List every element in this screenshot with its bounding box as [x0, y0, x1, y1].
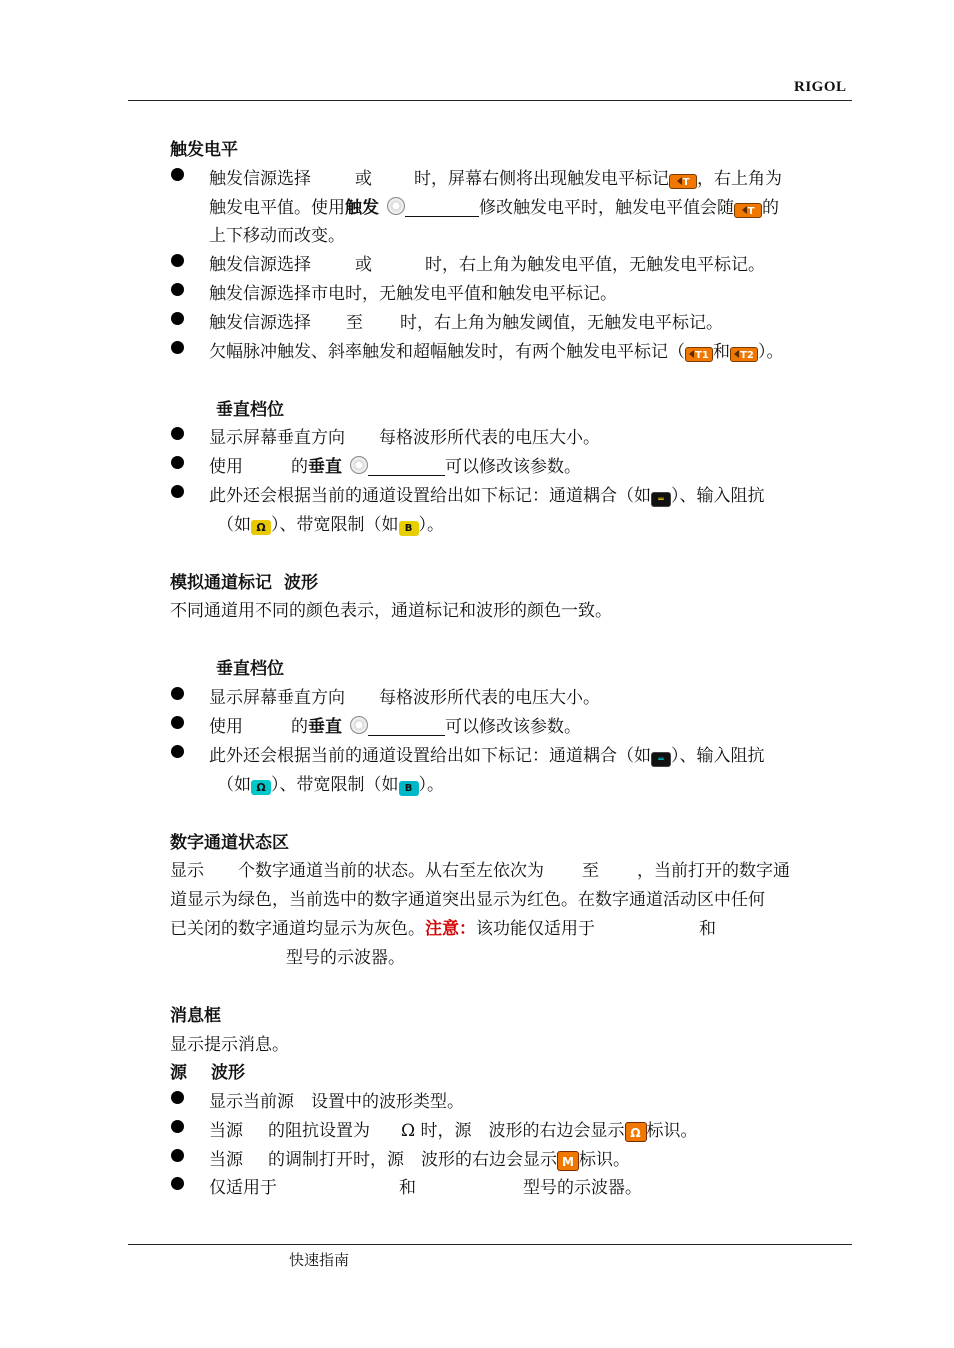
text: 波形 [211, 1063, 245, 1083]
trigger-level-line [209, 250, 765, 275]
message-box-text: 显示提示消息。 [170, 1035, 289, 1055]
text: 该功能仅适用于 [476, 919, 595, 939]
text: 修改触发电平时，触发电平值会随 [479, 198, 734, 218]
trigger-marker-t1-icon: T1 [685, 347, 713, 362]
text: 的 [291, 717, 308, 737]
text: 模拟通道标记 [170, 573, 272, 593]
text: ，右上角为 [697, 169, 782, 189]
text: ）、输入阻抗 [671, 746, 765, 766]
coupling-icon: ═ [651, 492, 671, 507]
text: 或 [355, 255, 372, 275]
text: ，当前打开的数字通 [637, 861, 790, 881]
bullet [171, 168, 184, 181]
text: 标识。 [646, 1121, 698, 1141]
text: 时，右上角为触发阈值，无触发电平标记。 [400, 313, 723, 333]
text: 源 [170, 1063, 187, 1083]
text: 触发信源选择 [209, 313, 311, 333]
text: ）。 [758, 342, 784, 362]
trigger-level-line [209, 337, 784, 362]
section-title-message-box: 消息框 [170, 1006, 221, 1026]
bullet [171, 485, 184, 498]
text: 使用 [209, 457, 243, 477]
text: ）。 [418, 775, 444, 795]
text: 或 [355, 169, 372, 189]
section-title-vertical-scale: 垂直档位 [216, 659, 284, 679]
digital-status-line: 道显示为绿色，当前选中的数字通道突出显示为红色。在数字通道活动区中任何 [170, 890, 765, 910]
digital-status-line: 型号的示波器。 [286, 948, 405, 968]
section-title-trigger-level: 触发电平 [170, 140, 238, 160]
trigger-level-line [209, 308, 723, 333]
text: 仅适用于 [209, 1178, 277, 1198]
text: 型号的示波器。 [523, 1178, 642, 1198]
text: 当源 [209, 1121, 243, 1141]
bullet [171, 1149, 184, 1162]
impedance-icon: Ω [251, 780, 271, 795]
text: 欠幅脉冲触发、斜率触发和超幅触发时，有两个触发电平标记（ [209, 342, 685, 362]
text: （如 [217, 775, 251, 795]
text: 触发信源选择 [209, 255, 311, 275]
text: 的 [762, 198, 779, 218]
text: 触发电平值。使用 [209, 198, 345, 218]
text: 此外还会根据当前的通道设置给出如下标记：通道耦合（如 [209, 746, 651, 766]
source-wave-line [209, 1116, 698, 1142]
bullet [171, 716, 184, 729]
text: 已关闭的数字通道均显示为灰色。 [170, 919, 425, 939]
section-title-source-wave [170, 1058, 245, 1083]
text: 使用 [209, 717, 243, 737]
bullet [171, 1120, 184, 1133]
vscale-line [209, 481, 765, 507]
knob-underline [405, 202, 479, 217]
trigger-level-line: 触发信源选择市电时，无触发电平值和触发电平标记。 [209, 284, 617, 304]
bullet [171, 427, 184, 440]
analog-channel-text: 不同通道用不同的颜色表示，通道标记和波形的颜色一致。 [170, 601, 612, 621]
source-wave-line [209, 1173, 642, 1198]
bullet [171, 1177, 184, 1190]
text: 可以修改该参数。 [445, 457, 581, 477]
text: Ω 时，源 [401, 1121, 472, 1141]
text: 的阻抗设置为 [268, 1121, 370, 1141]
trigger-level-line: 上下移动而改变。 [209, 226, 345, 246]
text: 和 [399, 1178, 416, 1198]
text: （如 [217, 515, 251, 535]
vertical-key-label: 垂直 [308, 457, 342, 477]
text: 和 [699, 919, 716, 939]
impedance-icon: Ω [251, 520, 271, 535]
bullet [171, 456, 184, 469]
text: 波形的右边会显示 [421, 1150, 557, 1170]
text: 此外还会根据当前的通道设置给出如下标记：通道耦合（如 [209, 486, 651, 506]
text: 波形 [284, 573, 318, 593]
trigger-key-label: 触发 [345, 198, 379, 218]
text: 可以修改该参数。 [445, 717, 581, 737]
text: 至 [582, 861, 599, 881]
text: 显示 [170, 861, 204, 881]
header-rule [128, 100, 852, 101]
bullet [171, 312, 184, 325]
trigger-level-line [209, 164, 782, 189]
text: ）、带宽限制（如 [271, 775, 399, 795]
vscale-line: 显示屏幕垂直方向 每格波形所代表的电压大小。 [209, 688, 600, 708]
text: 的调制打开时，源 [268, 1150, 404, 1170]
trigger-marker-t2-icon: T2 [730, 347, 758, 362]
text: 时，屏幕右侧将出现触发电平标记 [414, 169, 669, 189]
vscale-line [217, 770, 444, 796]
section-title-analog-channel [170, 568, 318, 593]
text: 设置中的波形类型。 [311, 1092, 464, 1112]
text: ）、输入阻抗 [671, 486, 765, 506]
text: ）、带宽限制（如 [271, 515, 399, 535]
trigger-level-marker-icon: T [734, 203, 762, 218]
bullet [171, 283, 184, 296]
text: 当源 [209, 1150, 243, 1170]
text: 波形的右边会显示 [488, 1121, 625, 1141]
footer-rule [128, 1244, 852, 1245]
footer-text: 快速指南 [289, 1251, 350, 1269]
bullet [171, 687, 184, 700]
brand-logo: RIGOL [794, 79, 847, 95]
digital-status-line [170, 914, 716, 939]
text: 时，右上角为触发电平值，无触发电平标记。 [425, 255, 765, 275]
source-impedance-icon: Ω [625, 1122, 647, 1142]
bullet [171, 745, 184, 758]
source-wave-line [209, 1087, 464, 1112]
knob-underline [368, 721, 445, 736]
text: 显示当前源 [209, 1092, 294, 1112]
vertical-scale-knob-icon [350, 456, 368, 474]
text: 至 [346, 313, 363, 333]
bullet [171, 341, 184, 354]
section-title-digital-status: 数字通道状态区 [170, 833, 289, 853]
text: ）。 [418, 515, 444, 535]
bandwidth-limit-icon: B [399, 521, 419, 536]
bullet [171, 254, 184, 267]
text: 个数字通道当前的状态。从右至左依次为 [238, 861, 544, 881]
text: 和 [713, 342, 730, 362]
vscale-line [217, 510, 444, 536]
vscale-line: 显示屏幕垂直方向 每格波形所代表的电压大小。 [209, 428, 600, 448]
source-modulation-icon: M [557, 1151, 579, 1171]
digital-status-line [170, 856, 790, 881]
vscale-line [209, 741, 765, 767]
trigger-level-line [209, 193, 779, 218]
text: 触发信源选择 [209, 169, 311, 189]
vertical-scale-knob-icon [350, 716, 368, 734]
bullet [171, 1091, 184, 1104]
vertical-key-label: 垂直 [308, 717, 342, 737]
bandwidth-limit-icon: B [399, 781, 419, 796]
section-title-vertical-scale: 垂直档位 [216, 400, 284, 420]
source-wave-line [209, 1145, 630, 1171]
knob-underline [368, 461, 445, 476]
text: 标识。 [579, 1150, 630, 1170]
note-label: 注意： [425, 919, 476, 939]
coupling-icon: ═ [651, 752, 671, 767]
trigger-level-marker-icon: T [669, 174, 697, 189]
vscale-line [209, 452, 581, 477]
text: 的 [291, 457, 308, 477]
vscale-line [209, 712, 581, 737]
trigger-level-knob-icon [387, 197, 405, 215]
